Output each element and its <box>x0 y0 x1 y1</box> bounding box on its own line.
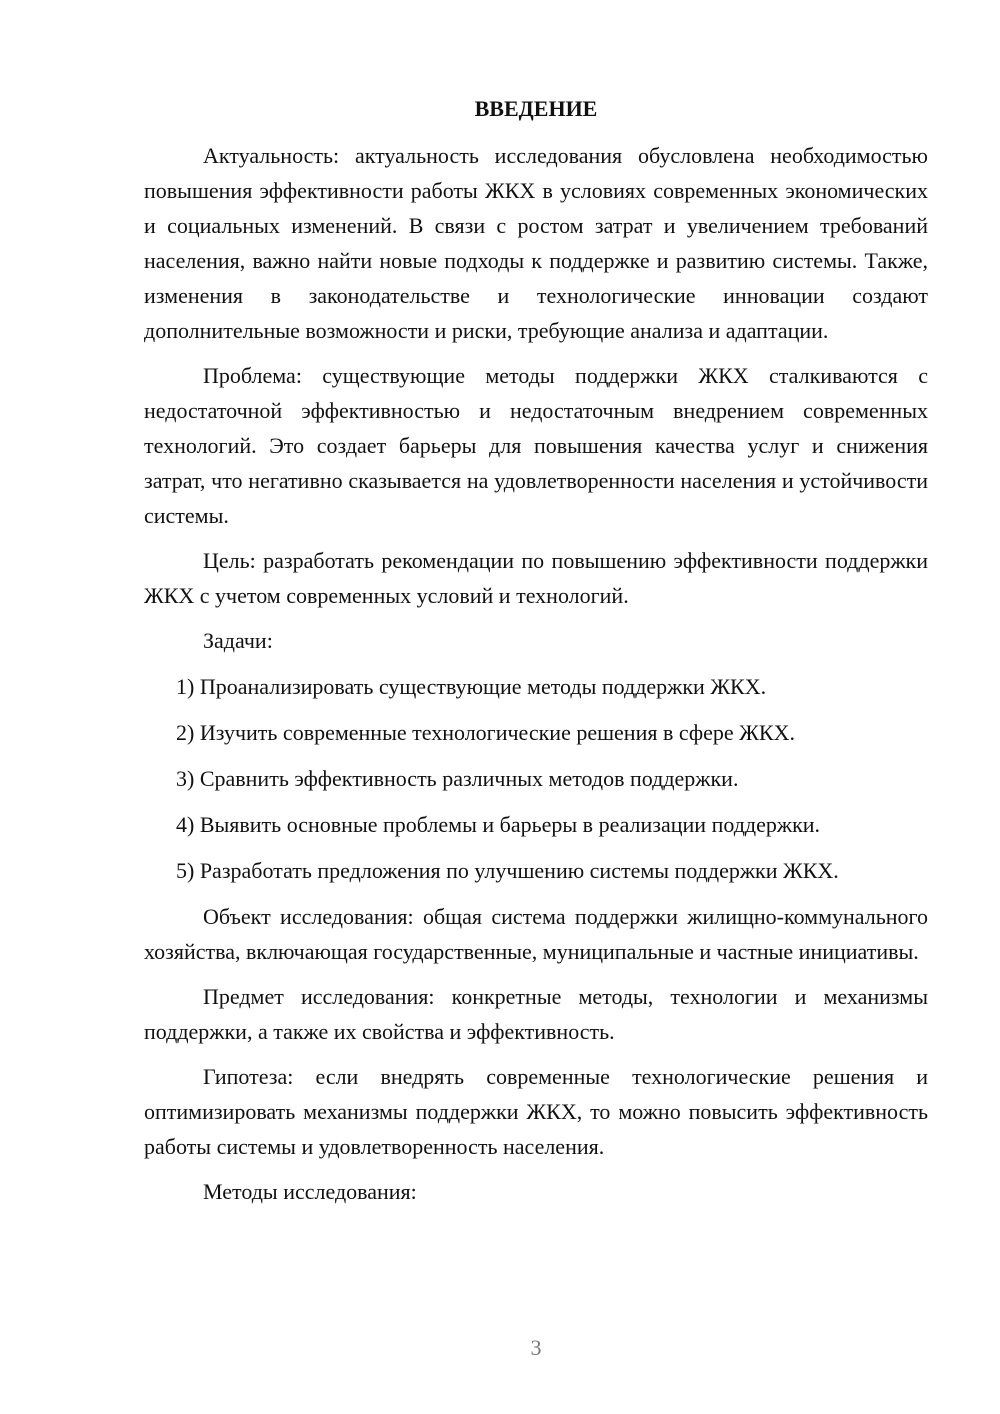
task-item-5: 5) Разработать предложения по улучшению системы поддержки ЖКХ. <box>176 858 839 883</box>
paragraph-relevance: Актуальность: актуальность исследования обусловлена необходимостью повышения эффективности работы ЖКХ в условиях современных экономических и социальных изменений. В связи с ростом затрат и увеличением требований населения, важно найти новые подходы к поддержке и развитию системы. Также, изменения в законодательстве и технологические инновации создают дополнительные возможности и риски, требующие анализа и адаптации. <box>144 143 928 343</box>
page-body <box>144 94 928 1220</box>
task-list <box>144 669 928 888</box>
task-item-3: 3) Сравнить эффективность различных методов поддержки. <box>176 766 739 791</box>
section-heading: ВВЕДЕНИЕ <box>474 96 598 121</box>
methods-label: Методы исследования: <box>203 1179 417 1204</box>
paragraph-subject: Предмет исследования: конкретные методы, технологии и механизмы поддержки, а также их свойства и эффективность. <box>144 984 928 1044</box>
paragraph-goal: Цель: разработать рекомендации по повышению эффективности поддержки ЖКХ с учетом современных условий и технологий. <box>144 548 928 608</box>
tasks-label: Задачи: <box>203 628 273 653</box>
task-item-2: 2) Изучить современные технологические решения в сфере ЖКХ. <box>176 720 795 745</box>
paragraph-hypothesis: Гипотеза: если внедрять современные технологические решения и оптимизировать механизмы поддержки ЖКХ, то можно повысить эффективность работы системы и удовлетворенность населения. <box>144 1064 928 1159</box>
task-item-4: 4) Выявить основные проблемы и барьеры в реализации поддержки. <box>176 812 821 837</box>
paragraph-object: Объект исследования: общая система поддержки жилищно-коммунального хозяйства, включающая государственные, муниципальные и частные инициативы. <box>144 904 928 964</box>
paragraph-problem: Проблема: существующие методы поддержки ЖКХ сталкиваются с недостаточной эффективностью и недостаточным внедрением современных технологий. Это создает барьеры для повышения качества услуг и снижения затрат, что негативно сказывается на удовлетворенности населения и устойчивости системы. <box>144 363 928 528</box>
task-item-1: 1) Проанализировать существующие методы поддержки ЖКХ. <box>176 674 767 699</box>
page-number: 3 <box>530 1335 542 1360</box>
